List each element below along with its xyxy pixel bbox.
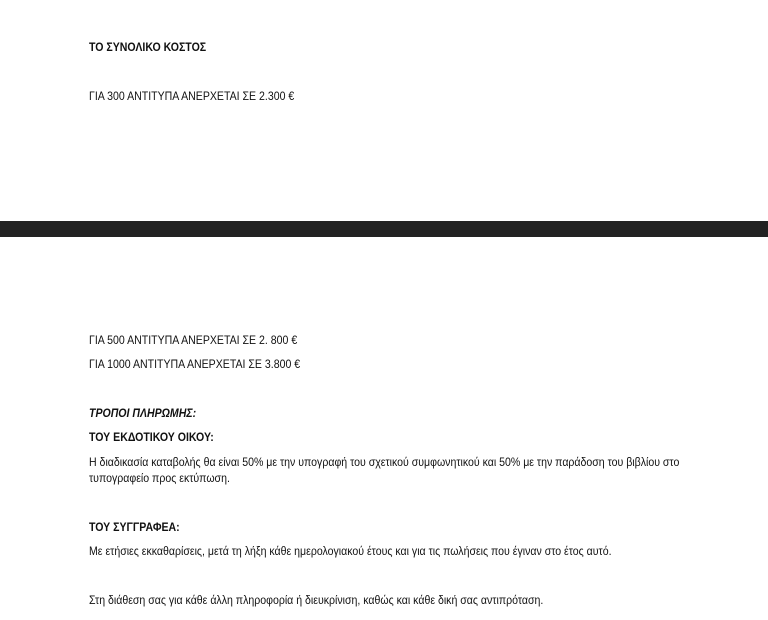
document-page-top — [0, 0, 768, 221]
document-page-bottom — [0, 237, 768, 620]
author-heading: ΤΟΥ ΣΥΓΓΡΑΦΕΑ: — [89, 520, 180, 534]
cost-300-copies: ΓΙΑ 300 ΑΝΤΙΤΥΠΑ ΑΝΕΡΧΕΤΑΙ ΣΕ 2.300 € — [89, 89, 295, 103]
cost-1000-copies: ΓΙΑ 1000 ΑΝΤΙΤΥΠΑ ΑΝΕΡΧΕΤΑΙ ΣΕ 3.800 € — [89, 357, 301, 371]
author-payment-text: Με ετήσιες εκκαθαρίσεις, μετά τη λήξη κάθε ημερολογιακού έτους και για τις πωλήσεις που έγιναν στο έτος αυτό. — [89, 544, 612, 558]
total-cost-heading: ΤΟ ΣΥΝΟΛΙΚΟ ΚΟΣΤΟΣ — [89, 40, 207, 54]
page-break-divider — [0, 221, 768, 237]
cost-500-copies: ΓΙΑ 500 ΑΝΤΙΤΥΠΑ ΑΝΕΡΧΕΤΑΙ ΣΕ 2. 800 € — [89, 333, 298, 347]
publisher-payment-text: Η διαδικασία καταβολής θα είναι 50% με την υπογραφή του σχετικού συμφωνητικού και 50% με την παράδοση του βιβλίου στο τυπογραφείο προς εκτύπωση. — [89, 455, 680, 485]
publisher-heading: ΤΟΥ ΕΚΔΟΤΙΚΟΥ ΟΙΚΟΥ: — [89, 430, 214, 444]
closing-remark: Στη διάθεση σας για κάθε άλλη πληροφορία ή διευκρίνιση, καθώς και κάθε δική σας αντιπρόταση. — [89, 593, 544, 607]
payment-methods-heading: ΤΡΟΠΟΙ ΠΛΗΡΩΜΗΣ: — [89, 406, 197, 420]
